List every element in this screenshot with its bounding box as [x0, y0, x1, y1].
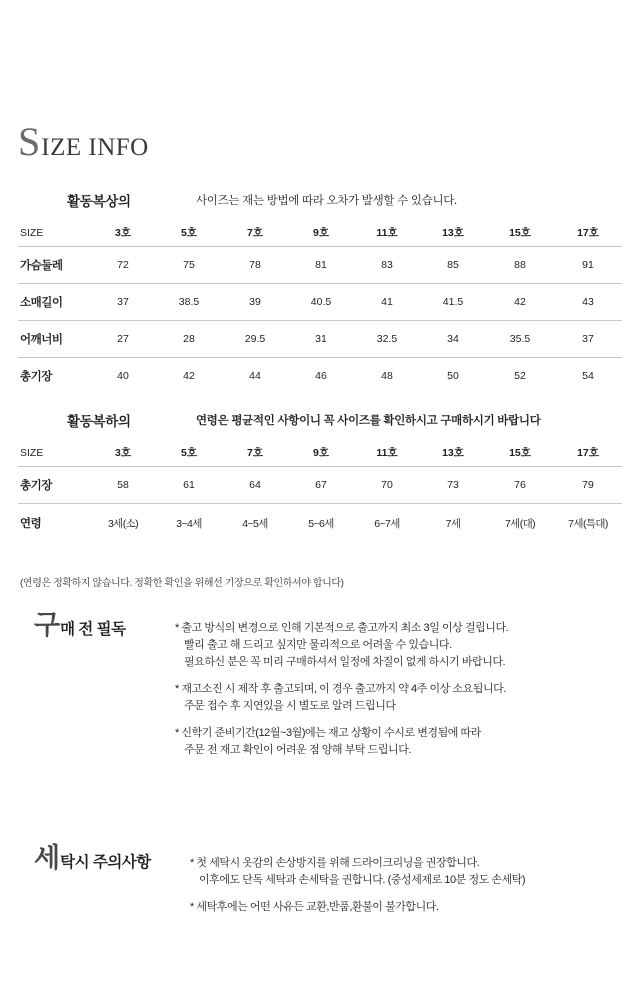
table-cell: 83 — [354, 246, 420, 283]
table-cell: 4~5세 — [222, 503, 288, 543]
table-cell: 34 — [420, 320, 486, 357]
table-cell: 79 — [554, 466, 622, 503]
notice-line: * 신학기 준비기간(12월~3월)에는 재고 상황이 수시로 변경됨에 따라 — [175, 727, 481, 739]
table-header-col: 17호 — [577, 447, 599, 460]
table-row — [18, 283, 622, 320]
table-cell: 3세(소) — [90, 503, 156, 543]
table-cell: 73 — [420, 466, 486, 503]
table-header-col: 11호 — [376, 227, 398, 240]
table-row-label: 연령 — [18, 503, 90, 543]
table-header-col: 9호 — [313, 227, 329, 240]
table-row-label: 총기장 — [18, 466, 90, 503]
table-cell: 54 — [554, 357, 622, 394]
table-row-label: 소매길이 — [18, 283, 90, 320]
table-cell: 7세(특대) — [554, 503, 622, 543]
table-cell: 7세(대) — [486, 503, 554, 543]
table-cell: 7세 — [420, 503, 486, 543]
notice-line: 주문 접수 후 지연있을 시 별도로 알려 드립니다 — [184, 700, 396, 712]
care-heading-lead: 세 — [34, 843, 61, 873]
age-footnote: (연령은 정확하지 않습니다. 정확한 확인을 위해선 기장으로 확인하셔야 합니다) — [20, 578, 344, 589]
table-cell: 46 — [288, 357, 354, 394]
table-cell: 41 — [354, 283, 420, 320]
page-title-rest: IZE INFO — [41, 134, 149, 161]
table-cell: 28 — [156, 320, 222, 357]
table-header-col: 3호 — [115, 447, 131, 460]
table-header-col: 17호 — [577, 227, 599, 240]
notice-line: 필요하신 분은 꼭 미리 구매하셔서 일정에 차질이 없게 하시기 바랍니다. — [184, 656, 506, 668]
table-cell: 85 — [420, 246, 486, 283]
table-cell: 6~7세 — [354, 503, 420, 543]
table-row — [18, 466, 622, 503]
table-cell: 72 — [90, 246, 156, 283]
table-header-col: 15호 — [509, 447, 531, 460]
section1-heading: 활동복상의 — [67, 194, 131, 209]
table-cell: 37 — [554, 320, 622, 357]
notice-line: * 재고소진 시 제작 후 출고되며, 이 경우 출고까지 약 4주 이상 소요됩니다. — [175, 683, 506, 695]
table-cell: 5~6세 — [288, 503, 354, 543]
table-cell: 50 — [420, 357, 486, 394]
table-cell: 32.5 — [354, 320, 420, 357]
page-title-lead: S — [18, 119, 41, 164]
table-header-col: 3호 — [115, 227, 131, 240]
table-header-col: 5호 — [181, 447, 197, 460]
table-cell: 43 — [554, 283, 622, 320]
section2-note: 연령은 평균적인 사항이니 꼭 사이즈를 확인하시고 구매하시기 바랍니다 — [196, 415, 541, 427]
table-cell: 64 — [222, 466, 288, 503]
bottom-size-table — [18, 440, 622, 543]
table-cell: 40 — [90, 357, 156, 394]
table-cell: 42 — [156, 357, 222, 394]
table-cell: 75 — [156, 246, 222, 283]
table-cell: 44 — [222, 357, 288, 394]
table-cell: 31 — [288, 320, 354, 357]
section1-note: 사이즈는 재는 방법에 따라 오차가 발생할 수 있습니다. — [196, 195, 457, 207]
table-cell: 91 — [554, 246, 622, 283]
notice-heading-lead: 구 — [34, 610, 61, 640]
table-header-col: 9호 — [313, 447, 329, 460]
table-cell: 88 — [486, 246, 554, 283]
table-header-col: 15호 — [509, 227, 531, 240]
top-size-table — [18, 220, 622, 394]
table-header-col: 5호 — [181, 227, 197, 240]
table-cell: 42 — [486, 283, 554, 320]
table-cell: 3~4세 — [156, 503, 222, 543]
table-header-size: SIZE — [20, 226, 44, 239]
table-cell: 37 — [90, 283, 156, 320]
notice-line: 빨리 출고 해 드리고 싶지만 물리적으로 어려울 수 있습니다. — [184, 639, 452, 651]
table-header-col: 7호 — [247, 227, 263, 240]
table-row-label: 어깨너비 — [18, 320, 90, 357]
table-row-age — [18, 503, 622, 543]
table-cell: 41.5 — [420, 283, 486, 320]
table-header-col: 13호 — [442, 227, 464, 240]
table-header-size: SIZE — [20, 446, 44, 459]
table-cell: 38.5 — [156, 283, 222, 320]
table-cell: 76 — [486, 466, 554, 503]
table-cell: 40.5 — [288, 283, 354, 320]
care-body — [190, 855, 620, 916]
notice-heading-rest: 매 전 필독 — [60, 621, 126, 638]
table-row-label: 총기장 — [18, 357, 90, 394]
table-cell: 29.5 — [222, 320, 288, 357]
table-cell: 39 — [222, 283, 288, 320]
table-row — [18, 246, 622, 283]
care-heading — [34, 845, 151, 872]
notice-line: * 출고 방식의 변경으로 인해 기본적으로 출고까지 최소 3일 이상 걸립니다. — [175, 622, 509, 634]
care-line: * 세탁후에는 어떤 사유든 교환,반품,환불이 불가합니다. — [190, 901, 439, 913]
table-header-col: 11호 — [376, 447, 398, 460]
table-row — [18, 320, 622, 357]
table-row — [18, 357, 622, 394]
table-row-label: 가슴둘레 — [18, 246, 90, 283]
spacer — [190, 889, 620, 899]
table-header-col: 13호 — [442, 447, 464, 460]
table-cell: 48 — [354, 357, 420, 394]
table-cell: 35.5 — [486, 320, 554, 357]
notice-body — [175, 620, 615, 759]
table-cell: 27 — [90, 320, 156, 357]
care-line: * 첫 세탁시 옷감의 손상방지를 위해 드라이크리닝을 권장합니다. — [190, 857, 480, 869]
table-cell: 61 — [156, 466, 222, 503]
section2-heading: 활동복하의 — [67, 414, 131, 429]
spacer — [175, 671, 615, 681]
notice-heading — [34, 612, 126, 639]
care-line: 이후에도 단독 세탁과 손세탁을 권합니다. (중성세제로 10분 정도 손세탁) — [199, 874, 526, 886]
table-cell: 70 — [354, 466, 420, 503]
page-title — [18, 119, 149, 164]
table-cell: 81 — [288, 246, 354, 283]
table-cell: 78 — [222, 246, 288, 283]
notice-line: 주문 전 재고 확인이 어려운 점 양해 부탁 드립니다. — [184, 744, 411, 756]
table-cell: 67 — [288, 466, 354, 503]
table-header-col: 7호 — [247, 447, 263, 460]
table-cell: 58 — [90, 466, 156, 503]
spacer — [175, 715, 615, 725]
table-cell: 52 — [486, 357, 554, 394]
care-heading-rest: 탁시 주의사항 — [60, 854, 151, 871]
